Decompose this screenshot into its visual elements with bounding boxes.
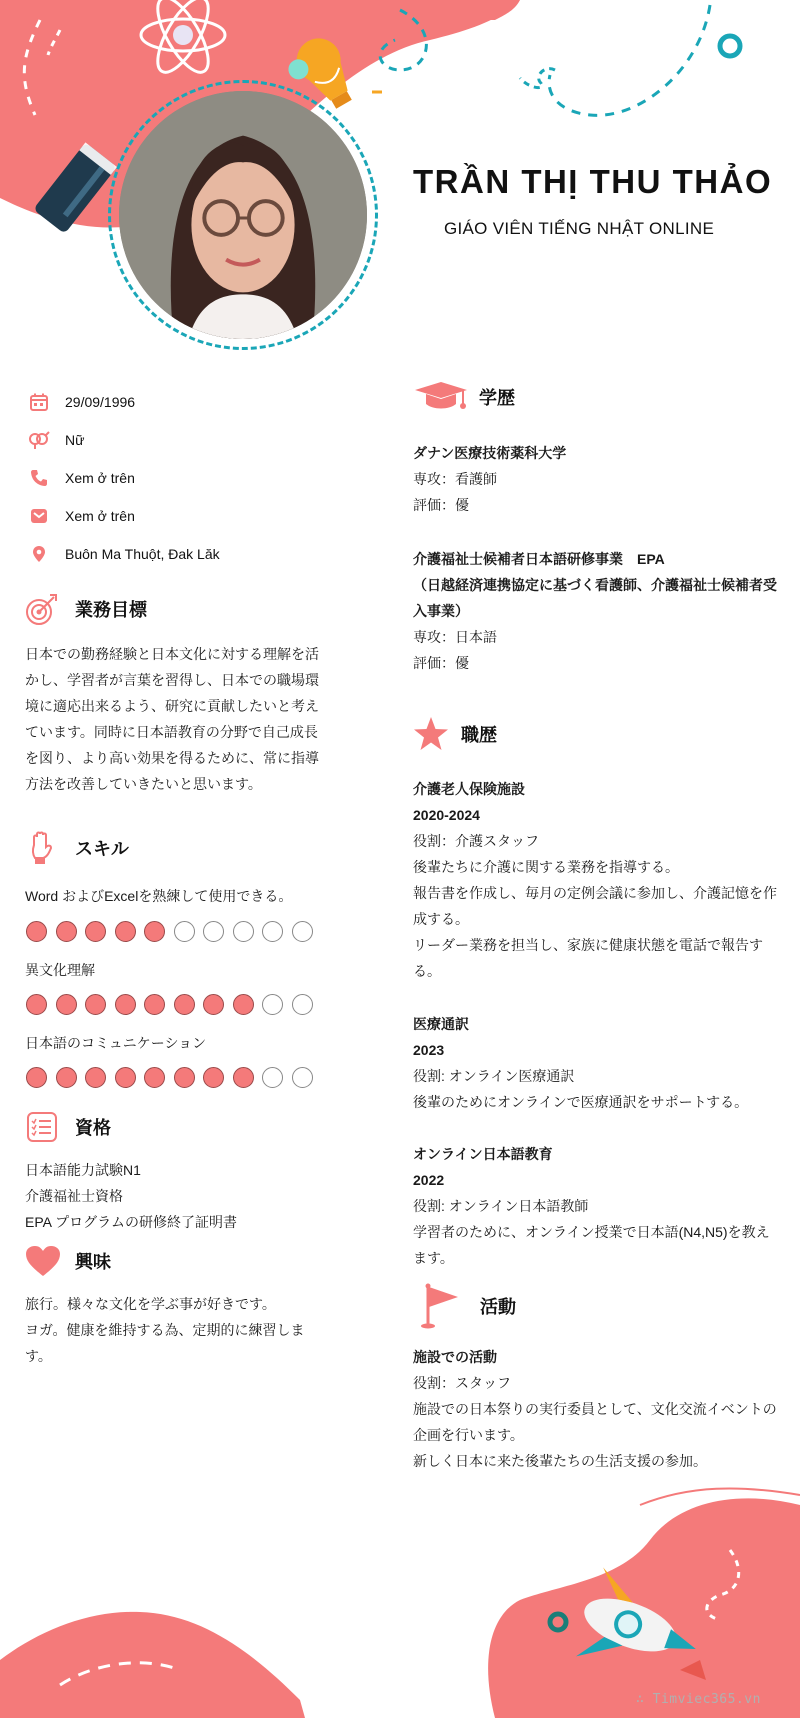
- certificates-title: 資格: [75, 1118, 111, 1138]
- rating-dot-empty: [174, 921, 195, 942]
- contact-birthday: [28, 383, 328, 421]
- hobbies-list: [25, 1291, 320, 1369]
- skill-rating: [26, 994, 321, 1015]
- mail-icon: [28, 505, 50, 527]
- activity-name: 施設での活動: [413, 1349, 497, 1365]
- contact-phone: [28, 459, 328, 497]
- education-heading: [413, 380, 515, 414]
- rating-dot-empty: [292, 921, 313, 942]
- list-item: 旅行。様々な文化を学ぶ事が好きです。: [25, 1296, 276, 1312]
- contact-email: [28, 497, 328, 535]
- rating-dot-filled: [144, 921, 165, 942]
- job-title: GIÁO VIÊN TIẾNG NHẬT ONLINE: [444, 219, 715, 238]
- rating-dot-filled: [56, 994, 77, 1015]
- rating-dot-filled: [115, 921, 136, 942]
- rating-dot-filled: [233, 994, 254, 1015]
- email-value: Xem ở trên: [65, 508, 135, 524]
- objective-text: 日本での勤務経験と日本文化に対する理解を活かし、学習者が言葉を習得し、日本での職場環境に適応出来るよう、研究に貢献したいと考えています。同時に日本語教育の分野で自己成長を図り、より高い効果を得るために、常に指導方法を改善していきたいと思います。: [25, 646, 319, 792]
- contact-gender: [28, 421, 328, 459]
- experience-entry: [413, 1141, 778, 1271]
- detail-line: 新しく日本に来た後輩たちの生活支援の参加。: [413, 1453, 707, 1469]
- avatar: [119, 91, 367, 339]
- rating-dot-empty: [262, 994, 283, 1015]
- rating-dot-filled: [115, 994, 136, 1015]
- company-name: 医療通訳: [413, 1016, 469, 1032]
- birthday-value: 29/09/1996: [65, 394, 136, 410]
- certificates-heading: [25, 1110, 111, 1144]
- grade: 評価：優: [413, 497, 469, 513]
- grade: 評価：優: [413, 655, 469, 671]
- major: 専攻：看護師: [413, 471, 497, 487]
- company-name: 介護老人保険施設: [413, 781, 525, 797]
- objective-title: 業務目標: [75, 600, 147, 620]
- star-icon: [413, 716, 449, 752]
- rating-dot-filled: [56, 1067, 77, 1088]
- rating-dot-filled: [203, 994, 224, 1015]
- experience-entry: [413, 1011, 778, 1115]
- activities-heading: [420, 1283, 516, 1329]
- detail-line: 役割: オンライン医療通訳: [413, 1068, 575, 1084]
- rating-dot-filled: [85, 1067, 106, 1088]
- rating-dot-filled: [26, 921, 47, 942]
- major: 専攻：日本語: [413, 629, 497, 645]
- period: 2023: [413, 1042, 445, 1058]
- detail-line: 役割：介護スタッフ: [413, 833, 539, 849]
- list-item: EPA プログラムの研修終了証明書: [25, 1214, 237, 1230]
- rating-dot-filled: [85, 994, 106, 1015]
- graduation-cap-icon: [413, 380, 469, 414]
- rating-dot-empty: [262, 921, 283, 942]
- skills-title: スキル: [75, 839, 129, 859]
- school-name: ダナン医療技術薬科大学: [413, 445, 567, 461]
- detail-line: 施設での日本祭りの実行委員として、文化交流イベントの企画を行います。: [413, 1401, 777, 1443]
- rating-dot-empty: [292, 1067, 313, 1088]
- activities-title: 活動: [480, 1297, 516, 1317]
- hobbies-heading: [25, 1244, 111, 1278]
- rating-dot-filled: [85, 921, 106, 942]
- detail-line: 報告書を作成し、毎月の定例会議に参加し、介護記憶を作成する。: [413, 885, 777, 927]
- rating-dot-filled: [233, 1067, 254, 1088]
- hand-icon: [25, 831, 59, 865]
- address-value: Buôn Ma Thuột, Đak Lăk: [65, 546, 220, 562]
- rating-dot-filled: [144, 994, 165, 1015]
- calendar-icon: [28, 391, 50, 413]
- detail-line: リーダー業務を担当し、家族に健康状態を電話で報告する。: [413, 937, 763, 979]
- contact-address: [28, 535, 328, 573]
- rating-dot-filled: [174, 1067, 195, 1088]
- watermark: ∴ Timviec365.vn: [636, 1692, 761, 1707]
- flag-icon: [420, 1283, 460, 1329]
- candidate-name: TRẦN THỊ THU THẢO: [413, 163, 773, 200]
- objective-heading: [25, 592, 147, 626]
- rating-dot-filled: [26, 1067, 47, 1088]
- rating-dot-empty: [292, 994, 313, 1015]
- detail-line: 役割: オンライン日本語教師: [413, 1198, 589, 1214]
- contact-list: [28, 383, 328, 573]
- rating-dot-empty: [233, 921, 254, 942]
- list-item: 介護福祉士資格: [25, 1188, 123, 1204]
- experience-heading: [413, 716, 497, 752]
- profile-photo-frame: [108, 80, 378, 350]
- period: 2022: [413, 1172, 445, 1188]
- rating-dot-filled: [115, 1067, 136, 1088]
- phone-value: Xem ở trên: [65, 470, 135, 486]
- checklist-icon: [25, 1110, 59, 1144]
- phone-icon: [28, 467, 50, 489]
- hobbies-title: 興味: [75, 1252, 111, 1272]
- rating-dot-filled: [203, 1067, 224, 1088]
- rating-dot-empty: [203, 921, 224, 942]
- period: 2020-2024: [413, 807, 480, 823]
- gender-value: Nữ: [65, 432, 85, 448]
- detail-line: 役割：スタッフ: [413, 1375, 511, 1391]
- certificates-list: [25, 1157, 237, 1235]
- skill-label: 異文化理解: [25, 962, 95, 978]
- school-name: 介護福祉士候補者日本語研修事業 EPA （日越経済連携協定に基づく看護師、介護福祉士候補者受入事業）: [413, 551, 777, 619]
- detail-line: 後輩のためにオンラインで医療通訳をサポートする。: [413, 1094, 749, 1110]
- skill-label: 日本語のコミュニケーション: [25, 1035, 207, 1051]
- list-item: 日本語能力試験N1: [25, 1162, 141, 1178]
- rating-dot-filled: [174, 994, 195, 1015]
- target-icon: [25, 592, 59, 626]
- rating-dot-filled: [144, 1067, 165, 1088]
- skill-rating: [26, 921, 321, 942]
- detail-line: 学習者のために、オンライン授業で日本語(N4,N5)を教えます。: [413, 1224, 770, 1266]
- rating-dot-filled: [56, 921, 77, 942]
- education-title: 学歴: [479, 388, 515, 408]
- rating-dot-empty: [262, 1067, 283, 1088]
- detail-line: 後輩たちに介護に関する業務を指導する。: [413, 859, 679, 875]
- experience-title: 職歴: [461, 725, 497, 745]
- skill-rating: [26, 1067, 321, 1088]
- education-entry: [413, 440, 778, 518]
- education-entry: [413, 546, 781, 676]
- experience-entry: [413, 776, 778, 984]
- list-item: ヨガ。健康を維持する為、定期的に練習します。: [25, 1322, 305, 1364]
- rating-dot-filled: [26, 994, 47, 1015]
- activity-entry: [413, 1344, 778, 1474]
- company-name: オンライン日本語教育: [413, 1146, 553, 1162]
- heart-icon: [25, 1244, 61, 1278]
- gender-icon: [28, 429, 50, 451]
- skill-label: Word およびExcelを熟練して使用できる。: [25, 888, 293, 904]
- location-icon: [28, 543, 50, 565]
- skills-heading: [25, 831, 129, 865]
